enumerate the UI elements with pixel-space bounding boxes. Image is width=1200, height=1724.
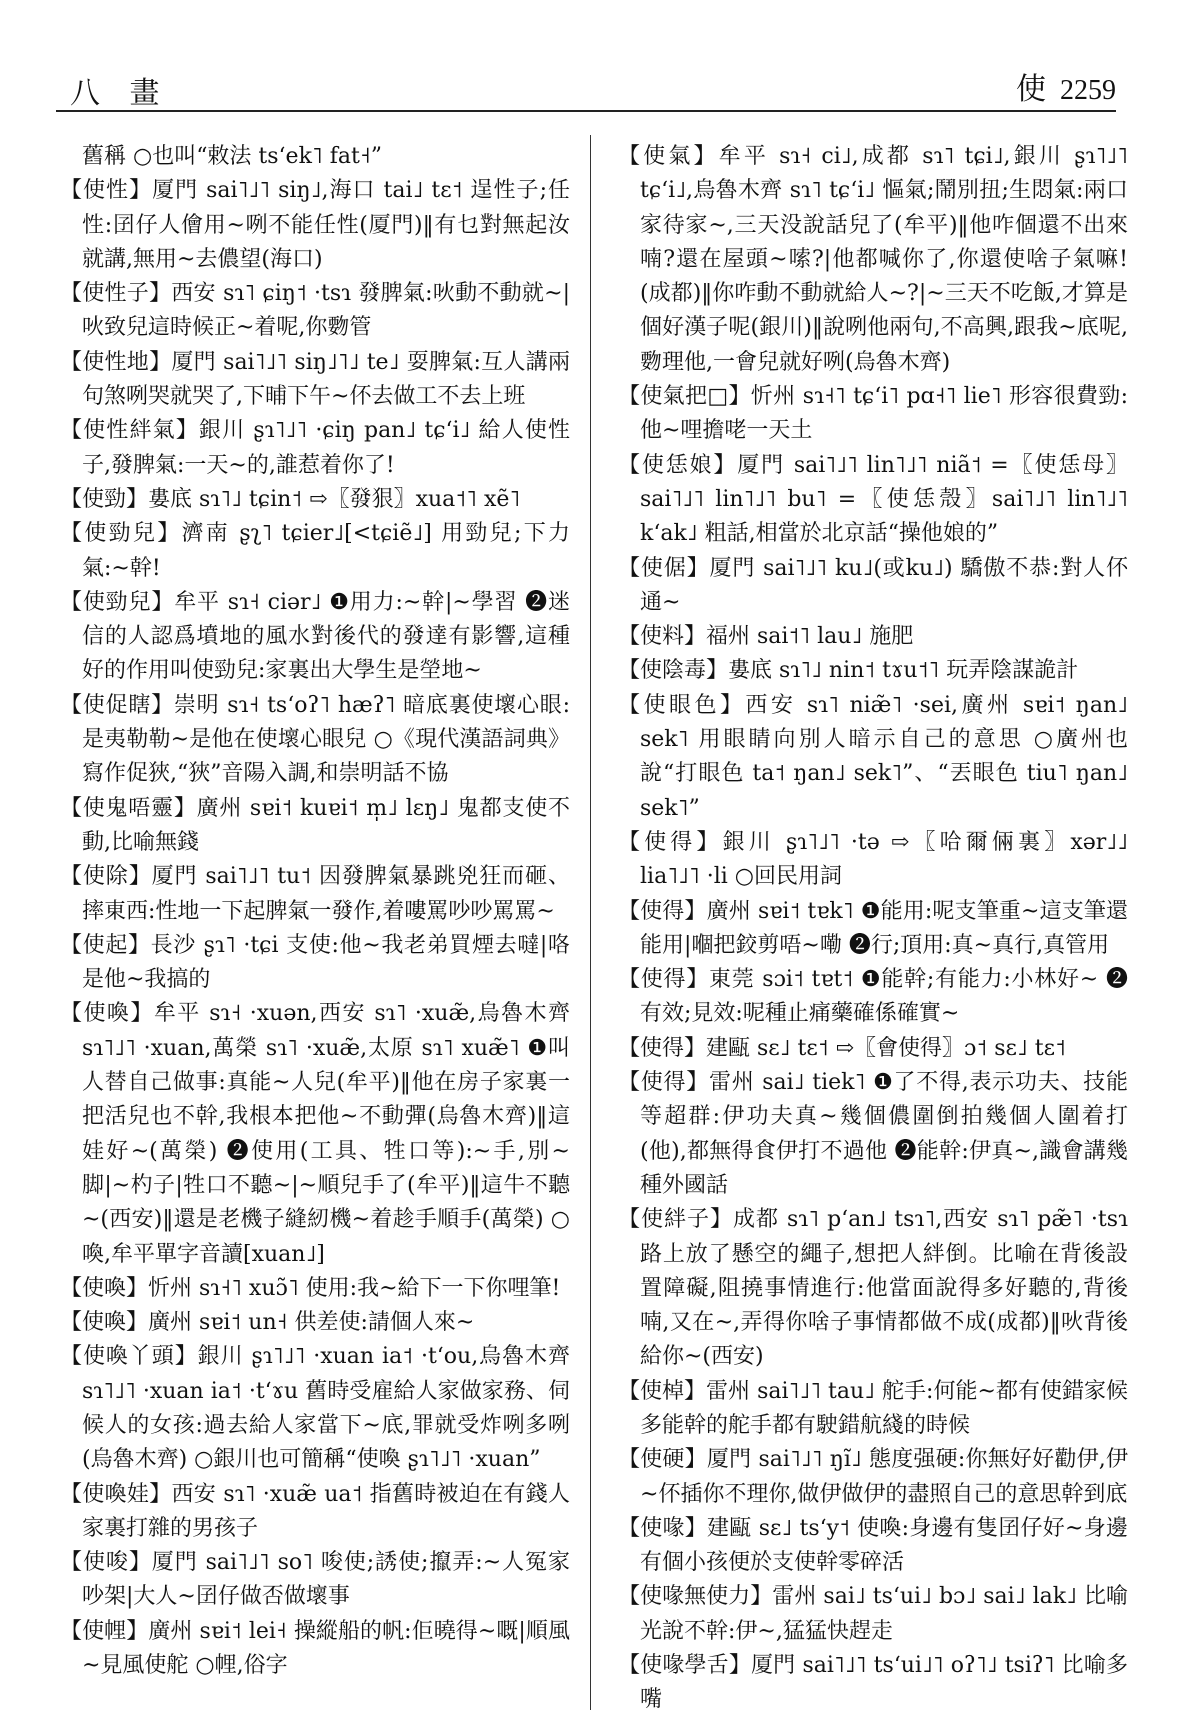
dictionary-entry: 【使除】厦門 sai˥˩˥ tu˦ 因發脾氣暴跳兇狂而砸、摔東西:性地一下起脾氣一發作,着嘍罵吵吵罵罵~ xyxy=(60,864,570,924)
dictionary-entry: 【使得】雷州 sai˩ tiek˥ ❶了不得,表示功夫、技能等超群:伊功夫真~幾個儂圍倒拍幾個人圍着打(他),都無得食伊打不過他 ❷能幹:伊真~,識會講幾種外國話 xyxy=(618,1070,1128,1198)
dictionary-entry: 【使喚】牟平 sɿ˧ ·xuən,西安 sɿ˥ ·xuæ̃,烏魯木齊 sɿ˥˩˥ ·xuan,萬榮 sɿ˥ ·xuæ̃,太原 sɿ˥ xuæ̃˥ ❶叫人替自己做事:真能~人兒(牟平)‖他在房子家裏一把活兒也不幹,我根本把他~不動彈(烏魯木齊)‖這娃好~(萬榮) ❷使用(工具、牲口等):~手,別~脚|~杓子|牲口不聽~|~順兒手了(牟平)‖這牛不聽~(西安)‖還是老機子縫紉機~着趁手順手(萬榮) ○喚,牟平單字音讀[xuan˩] xyxy=(60,1001,570,1267)
dictionary-entry: 【使促瞎】崇明 sɿ˧ tsʻoʔ˥ hæʔ˥ 暗底裏使壞心眼:是夷勒勒~是他在使壞心眼兒 ○《現代漢語詞典》寫作促狹,“狹”音陽入調,和崇明話不協 xyxy=(60,692,570,787)
dictionary-entry: 【使得】建甌 sɛ˩ tɛ˦ ⇨〖會使得〗ɔ˦ sɛ˩ tɛ˦ xyxy=(618,1035,1066,1061)
dictionary-entry: 【使喚】忻州 sɿ˧˥ xuɔ̃˥ 使用:我~給下一下你哩筆! xyxy=(60,1275,561,1301)
dictionary-entry: 【使氣把□】忻州 sɿ˧˥ tɕʻi˥ pɑ˧˥ lie˥ 形容很費勁:他~哩擔咾一天土 xyxy=(618,384,1128,444)
dictionary-entry: 【使恁娘】厦門 sai˥˩˥ lin˥˩˥ niã˦ =〖使恁母〗sai˥˩˥ lin˥˩˥ bu˥ =〖使恁殼〗sai˥˩˥ lin˥˩˥ kʻak˩ 粗話,相當於北京話“操他娘的” xyxy=(618,452,1128,547)
dictionary-entry: 【使唆】厦門 sai˥˩˥ so˥ 唆使;誘使;攛弄:~人冤家吵架|大人~囝仔做否做壞事 xyxy=(60,1550,570,1610)
dictionary-entry: 【使性絆氣】銀川 ʂɿ˥˩˥ ·ɕiŋ pan˩ tɕʻi˩ 給人使性子,發脾氣:一天~的,誰惹着你了! xyxy=(60,418,570,478)
dictionary-entry: 【使喚】廣州 sɐi˦ un˧ 供差使:請個人來~ xyxy=(60,1310,475,1336)
dictionary-entry: 【使起】長沙 ʂɿ˥ ·tɕi 支使:他~我老弟買煙去噠|咯是他~我搞的 xyxy=(60,932,570,993)
dictionary-entry: 【使喚丫頭】銀川 ʂɿ˥˩˥ ·xuan ia˦ ·tʻou,烏魯木齊 sɿ˥˩˥ ·xuan ia˦ ·tʻɤu 舊時受雇給人家做家務、伺候人的女孩:過去給人家當下~底,罪就受炸咧多咧(烏魯木齊) ○銀川也可簡稱“使喚 ʂɿ˥˩˥ ·xuan” xyxy=(60,1344,570,1473)
dictionary-entry: 【使得】廣州 sɐi˦ tɐk˥ ❶能用:呢支筆重~這支筆還能用|嗰把鉸剪唔~嘞 ❷行;頂用:真~真行,真管用 xyxy=(618,898,1128,958)
dictionary-entry: 【使得】東莞 sɔi˦ tɐt˦ ❶能幹;有能力:小林好~ ❷有效;見效:呢種止痛藥確係確實~ xyxy=(618,967,1128,1027)
column-divider xyxy=(590,135,591,1710)
page-number: 2259 xyxy=(1060,75,1116,106)
dictionary-entry: 【使性】厦門 sai˥˩˥ siŋ˩,海口 tai˩ tɛ˦ 逞性子;任性:囝仔人儈用~咧不能任性(厦門)‖有乜對無起汝就講,無用~去儂望(海口) xyxy=(60,178,570,272)
dictionary-entry: 【使得】銀川 ʂɿ˥˩˥ ·tə ⇨〖哈爾倆裏〗xər˩˩ lia˥˩˥ ·li ○回民用詞 xyxy=(618,829,1128,890)
dictionary-entry: 【使絆子】成都 sɿ˥ pʻan˩ tsɿ˥,西安 sɿ˥ pæ̃˥ ·tsɿ 路上放了懸空的繩子,想把人絆倒。比喻在背後設置障礙,阻撓事情進行:他當面說得多好聽的,背後喃,又在~,弄得你啥子事情都做不成(成都)‖吙背後給你~(西安) xyxy=(618,1207,1128,1370)
dictionary-entry: 【使喙無使力】雷州 sai˩ tsʻui˩ bɔ˩ sai˩ lak˩ 比喻光說不幹:伊~,猛猛快趕走 xyxy=(618,1584,1128,1644)
dictionary-entry: 【使勁】婁底 sɿ˥˩ tɕin˦ ⇨〖發狠〗xua˦˥ xẽ˥ xyxy=(60,486,521,512)
left-column xyxy=(60,140,570,1683)
dictionary-entry: 舊稱 ○也叫“敕法 tsʻek˥ fat˧” xyxy=(82,144,382,169)
dictionary-entry: 【使氣】牟平 sɿ˧ ci˩,成都 sɿ˥ tɕi˩,銀川 ʂɿ˥˩˥ tɕʻi˩,烏魯木齊 sɿ˥ tɕʻi˩ 慪氣;鬧別扭;生悶氣:兩口家待家~,三天没說話兒了(牟平)‖他咋個還不出來喃?還在屋頭~嗦?|他都喊你了,你還使啥子氣嘛!(成都)‖你咋動不動就給人~?|~三天不吃飯,才算是個好漢子呢(銀川)‖說咧他兩句,不高興,跟我~底呢,覅理他,一會兒就好咧(烏魯木齊) xyxy=(618,144,1128,375)
dictionary-entry: 【使陰毒】婁底 sɿ˥˩ nin˦ tɤu˦˥ 玩弄陰謀詭計 xyxy=(618,658,1079,684)
dictionary-entry: 【使眼色】西安 sɿ˥ niæ̃˥ ·sei,廣州 sɐi˦ ŋan˩ sek˥ 用眼睛向別人暗示自己的意思 ○廣州也說“打眼色 ta˦ ŋan˩ sek˥”、“丟眼色 tiu˥ ŋan˩ sek˥” xyxy=(618,692,1128,821)
right-column xyxy=(618,140,1128,1718)
dictionary-entry: 【使硬】厦門 sai˥˩˥ ŋĩ˩ 態度强硬:你無好好勸伊,伊~伓插你不理你,做伊做伊的盡照自己的意思幹到底 xyxy=(618,1447,1128,1507)
dictionary-entry: 【使鬼唔靈】廣州 sɐi˦ kuɐi˦ m̩˩ lɛŋ˩ 鬼都支使不動,比喻無錢 xyxy=(60,795,570,855)
dictionary-entry: 【使勁兒】牟平 sɿ˧ ciər˩ ❶用力:~幹|~學習 ❷迷信的人認爲墳地的風水對後代的發達有影響,這種好的作用叫使勁兒:家裏出大學生是塋地~ xyxy=(60,589,570,684)
section-title: 八 畫 xyxy=(70,76,170,111)
dictionary-entry: 【使喙】建甌 sɛ˩ tsʻy˦ 使喚:身邊有隻囝仔好~身邊有個小孩便於支使幹零碎活 xyxy=(618,1515,1128,1576)
dictionary-entry: 【使喙學舌】厦門 sai˥˩˥ tsʻui˩˥ oʔ˥˩ tsiʔ˥ 比喻多嘴 xyxy=(618,1653,1128,1713)
page-header xyxy=(56,62,1116,112)
dictionary-entry: 【使倨】厦門 sai˥˩˥ ku˩(或ku˩) 驕傲不恭:對人伓通~ xyxy=(618,555,1128,615)
dictionary-entry: 【使棹】雷州 sai˥˩˥ tau˩ 舵手:何能~都有使錯家候多能幹的舵手都有駛錯航綫的時候 xyxy=(618,1378,1128,1438)
dictionary-entry: 【使料】福州 sai˦˥ lau˩ 施肥 xyxy=(618,624,914,650)
dictionary-entry: 【使勁兒】濟南 ʂʅ˥ tɕier˩[<tɕiẽ˩] 用勁兒;下力氣:~幹! xyxy=(60,521,570,581)
dictionary-entry: 【使喚娃】西安 sɿ˥ ·xuæ̃ ua˦ 指舊時被迫在有錢人家裏打雜的男孩子 xyxy=(60,1481,570,1541)
page-running-head xyxy=(1016,64,1116,108)
dictionary-entry: 【使性地】厦門 sai˥˩˥ siŋ˩˥˩ te˩ 耍脾氣:互人講兩句煞咧哭就哭了,下晡下午~伓去做工不去上班 xyxy=(60,349,570,410)
headword: 使 xyxy=(1016,72,1046,107)
dictionary-entry: 【使𢃇】廣州 sɐi˦ lei˧ 操縱船的帆:佢曉得~嘅|順風~見風使舵 ○𢃇,俗字 xyxy=(60,1618,570,1679)
dictionary-entry: 【使性子】西安 sɿ˥ ɕiŋ˦ ·tsɿ 發脾氣:吙動不動就~|吙致兒這時候正~着呢,你覅管 xyxy=(60,281,570,341)
